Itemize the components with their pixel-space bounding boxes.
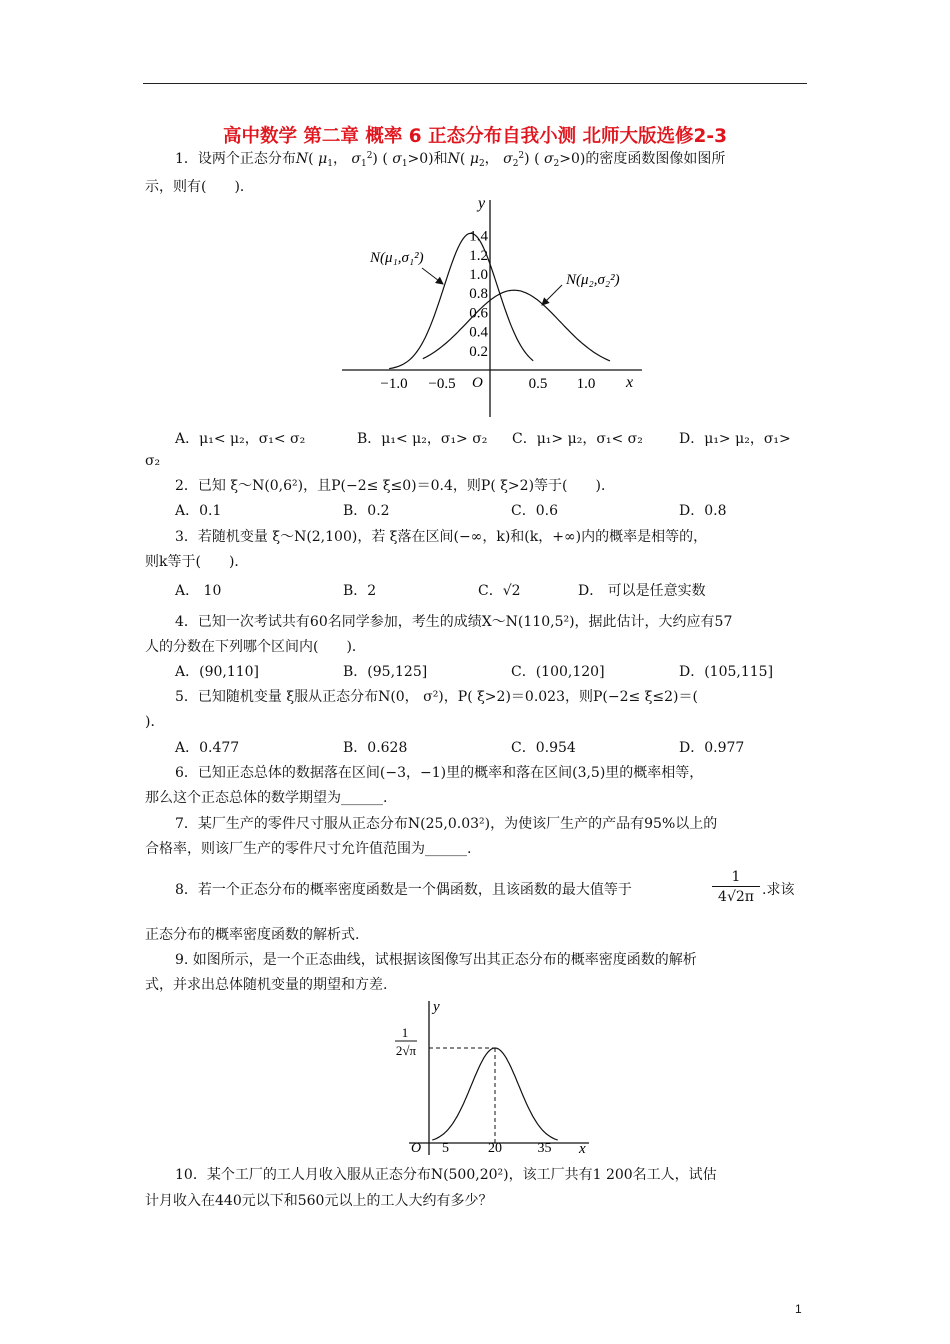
q9-line1: 9. 如图所示，是一个正态曲线，试根据该图像写出其正态分布的概率密度函数的解析 [175,952,697,968]
page-number: 1 [795,1302,802,1316]
q4-line2: 人的分数在下列哪个区间内( )． [145,639,366,655]
q2-option-b: B．0.2 [343,503,390,519]
q8-line2: 正态分布的概率密度函数的解析式. [145,927,360,943]
y-tick-label: 0.6 [469,305,488,322]
y-tick-label: 1.2 [469,247,488,264]
x-axis-label: x [579,1141,586,1157]
curve2-label: N(μ₂,σ₂²) [566,272,620,288]
q5-option-b: B．0.628 [343,740,408,756]
y-tick-label: 0.4 [469,324,488,341]
x-axis-label: x [626,374,634,391]
q4-option-b: B．(95,125] [343,664,428,680]
q7-line1: 7．某厂生产的零件尺寸服从正态分布N(25,0.03²)，为使该厂生产的产品有95%以上的 [175,816,718,832]
y-tick-num: 1 [401,1025,409,1040]
q10-line1: 10．某个工厂的工人月收入服从正态分布N(500,20²)，该工厂共有1 200名工人，试估 [175,1167,717,1183]
figure1-normal-curves [330,192,650,420]
origin-label: O [472,375,483,391]
y-tick-label: 0.2 [469,343,488,360]
q3-option-b: B．2 [343,583,377,599]
y-tick-den: 2√π [395,1043,417,1058]
x-tick-label: 5 [442,1141,449,1156]
y-tick-labels [469,229,488,360]
q8-line1: 8．若一个正态分布的概率密度函数是一个偶函数，且该函数的最大值等于 [175,882,632,898]
curve2-arrow [542,285,562,305]
q2-option-c: C．0.6 [511,503,558,519]
y-tick-label: 1.4 [469,228,488,245]
q3-line1: 3．若随机变量 ξ～N(2,100)，若 ξ落在区间(−∞，k)和(k，+∞)内的概率是相等的， [175,529,708,545]
q4-option-d: D．(105,115] [679,664,774,680]
q6-line2: 那么这个正态总体的数学期望为______. [145,790,388,806]
y-axis-label: y [433,999,440,1015]
q1-option-a: A．μ₁< μ₂，σ₁< σ₂ [175,431,306,447]
q3-option-a: A． 10 [175,583,222,599]
q10-line2: 计月收入在440元以下和560元以上的工人大约有多少？ [145,1193,493,1209]
q3-option-d: D． 可以是任意实数 [578,583,706,599]
origin-label: O [411,1141,422,1156]
q1-option-c: C．μ₁> μ₂，σ₁< σ₂ [512,431,643,447]
x-tick-label: 0.5 [528,376,548,392]
x-tick-label: 35 [537,1141,552,1156]
q5-option-d: D．0.977 [679,740,745,756]
q7-line2: 合格率，则该厂生产的零件尺寸允许值范围为______. [145,841,472,857]
q8-frac-num: 1 [712,868,760,887]
x-tick-label: −0.5 [428,376,456,392]
curve-2 [423,290,610,361]
q1-line1: 1．设两个正态分布N( $\mu_1$， $\sigma_1^2$) ( $\sigma_1>0$)和N( $\mu_2$， $\sigma_2^2$) ( $\sigma_2>0$)的密度函数图像如图所 [175,151,726,169]
q6-line1: 6．已知正态总体的数据落在区间(−3，−1)里的概率和落在区间(3,5)里的概率相等， [175,765,704,781]
x-tick-labels [380,376,595,392]
x-tick-label: 20 [488,1141,502,1156]
q5-option-a: A．0.477 [175,740,240,756]
q3-line2: 则k等于( )． [145,554,249,570]
q4-line1: 4．已知一次考试共有60名同学参加，考生的成绩X～N(110,5²)，据此估计，大约应有57 [175,614,733,630]
y-axis-label: y [478,195,486,212]
q3-option-c: C．√2 [478,583,521,599]
curve1-label: N(μ₁,σ₁²) [370,250,424,266]
figure2-normal-curve [385,995,595,1157]
y-tick-label: 1.0 [469,267,488,283]
q1-option-d-cont: σ₂ [145,453,161,469]
header-rule [143,83,807,84]
q5-line2: )． [145,714,165,730]
q8-frac-den: 4√2π [718,889,754,905]
page-title: 高中数学 第二章 概率 6 正态分布自我小测 北师大版选修2-3 [222,126,727,147]
q4-option-c: C．(100,120] [511,664,605,680]
q8-after: .求该 [762,882,795,898]
q1-line2: 示，则有( )． [145,179,254,195]
q1-option-b: B．μ₁< μ₂，σ₁> σ₂ [357,431,488,447]
q4-option-a: A．(90,110] [175,664,260,680]
q2-option-a: A．0.1 [175,503,222,519]
x-tick-label: 1.0 [576,376,596,392]
q8-fraction [712,868,760,907]
q5-line1: 5．已知随机变量 ξ服从正态分布N(0， σ²)，P( ξ>2)＝0.023，则P(−2≤ ξ≤2)＝( [175,689,698,705]
curve1-arrow [422,268,443,284]
q2-option-d: D．0.8 [679,503,727,519]
y-tick-label: 0.8 [469,286,488,303]
q2-line1: 2．已知 ξ～N(0,6²)，且P(−2≤ ξ≤0)＝0.4，则P( ξ>2)等于( )． [175,478,615,494]
q9-line2: 式，并求出总体随机变量的期望和方差. [145,977,388,993]
q1-option-d: D．μ₁> μ₂，σ₁> [679,431,791,447]
x-tick-label: −1.0 [380,376,408,392]
q5-option-c: C．0.954 [511,740,576,756]
